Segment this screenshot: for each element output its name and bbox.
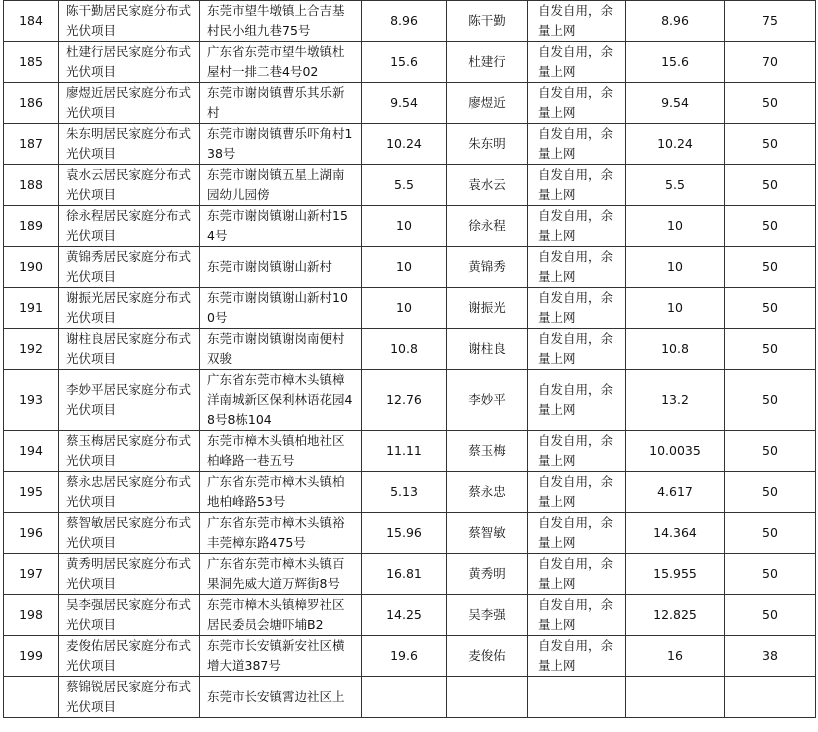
value-cell: 50 bbox=[725, 431, 816, 472]
project-address: 东莞市樟木头镇樟罗社区居民委员会塘吓埔B2 bbox=[200, 595, 362, 636]
project-name: 黄秀明居民家庭分布式光伏项目 bbox=[59, 554, 200, 595]
installed-capacity: 10.8 bbox=[362, 329, 447, 370]
grid-capacity: 16 bbox=[626, 636, 725, 677]
grid-capacity: 15.6 bbox=[626, 42, 725, 83]
grid-capacity: 9.54 bbox=[626, 83, 725, 124]
grid-capacity: 12.825 bbox=[626, 595, 725, 636]
project-name: 徐永程居民家庭分布式光伏项目 bbox=[59, 206, 200, 247]
installed-capacity: 16.81 bbox=[362, 554, 447, 595]
installed-capacity: 11.11 bbox=[362, 431, 447, 472]
value-cell: 50 bbox=[725, 595, 816, 636]
owner-name: 朱东明 bbox=[447, 124, 528, 165]
project-address: 广东省东莞市望牛墩镇杜屋村一排二巷4号02 bbox=[200, 42, 362, 83]
owner-name: 李妙平 bbox=[447, 370, 528, 431]
project-name: 谢柱良居民家庭分布式光伏项目 bbox=[59, 329, 200, 370]
table-row bbox=[4, 42, 816, 83]
grid-capacity: 10.8 bbox=[626, 329, 725, 370]
project-address: 东莞市长安镇霄边社区上 bbox=[200, 677, 362, 718]
grid-capacity: 10 bbox=[626, 247, 725, 288]
project-name: 蔡智敏居民家庭分布式光伏项目 bbox=[59, 513, 200, 554]
project-address: 东莞市谢岗镇曹乐其乐新村 bbox=[200, 83, 362, 124]
owner-name: 谢柱良 bbox=[447, 329, 528, 370]
value-cell: 50 bbox=[725, 247, 816, 288]
grid-capacity: 5.5 bbox=[626, 165, 725, 206]
table-row bbox=[4, 636, 816, 677]
project-address: 东莞市谢岗镇曹乐吓角村138号 bbox=[200, 124, 362, 165]
value-cell: 50 bbox=[725, 165, 816, 206]
owner-name bbox=[447, 677, 528, 718]
grid-capacity: 13.2 bbox=[626, 370, 725, 431]
value-cell: 50 bbox=[725, 370, 816, 431]
grid-mode: 自发自用，余量上网 bbox=[528, 165, 626, 206]
grid-capacity: 10.0035 bbox=[626, 431, 725, 472]
project-name: 廖煜近居民家庭分布式光伏项目 bbox=[59, 83, 200, 124]
row-number: 184 bbox=[4, 1, 59, 42]
grid-mode: 自发自用，余量上网 bbox=[528, 513, 626, 554]
table-row bbox=[4, 472, 816, 513]
table-row bbox=[4, 247, 816, 288]
project-address: 东莞市长安镇新安社区横增大道387号 bbox=[200, 636, 362, 677]
project-address: 东莞市谢岗镇谢岗南便村双骏 bbox=[200, 329, 362, 370]
owner-name: 麦俊佑 bbox=[447, 636, 528, 677]
value-cell: 50 bbox=[725, 124, 816, 165]
project-name: 黄锦秀居民家庭分布式光伏项目 bbox=[59, 247, 200, 288]
project-address: 广东省东莞市樟木头镇裕丰莞樟东路475号 bbox=[200, 513, 362, 554]
owner-name: 黄锦秀 bbox=[447, 247, 528, 288]
installed-capacity bbox=[362, 677, 447, 718]
project-address: 东莞市望牛墩镇上合吉基村民小组九巷75号 bbox=[200, 1, 362, 42]
grid-mode: 自发自用，余量上网 bbox=[528, 554, 626, 595]
row-number: 192 bbox=[4, 329, 59, 370]
grid-capacity: 8.96 bbox=[626, 1, 725, 42]
project-address: 东莞市樟木头镇柏地社区柏峰路一巷五号 bbox=[200, 431, 362, 472]
row-number: 198 bbox=[4, 595, 59, 636]
table-row bbox=[4, 595, 816, 636]
row-number: 199 bbox=[4, 636, 59, 677]
table-row bbox=[4, 83, 816, 124]
row-number: 189 bbox=[4, 206, 59, 247]
project-address: 东莞市谢岗镇谢山新村154号 bbox=[200, 206, 362, 247]
owner-name: 袁水云 bbox=[447, 165, 528, 206]
grid-mode: 自发自用，余量上网 bbox=[528, 431, 626, 472]
owner-name: 蔡玉梅 bbox=[447, 431, 528, 472]
project-name: 吴李强居民家庭分布式光伏项目 bbox=[59, 595, 200, 636]
grid-mode: 自发自用，余量上网 bbox=[528, 329, 626, 370]
installed-capacity: 14.25 bbox=[362, 595, 447, 636]
project-address: 广东省东莞市樟木头镇百果洞先威大道万辉街8号 bbox=[200, 554, 362, 595]
grid-capacity: 10.24 bbox=[626, 124, 725, 165]
grid-mode: 自发自用，余量上网 bbox=[528, 288, 626, 329]
row-number: 193 bbox=[4, 370, 59, 431]
value-cell bbox=[725, 677, 816, 718]
installed-capacity: 10 bbox=[362, 247, 447, 288]
grid-mode: 自发自用，余量上网 bbox=[528, 636, 626, 677]
project-name: 袁水云居民家庭分布式光伏项目 bbox=[59, 165, 200, 206]
grid-mode: 自发自用，余量上网 bbox=[528, 595, 626, 636]
installed-capacity: 12.76 bbox=[362, 370, 447, 431]
installed-capacity: 5.5 bbox=[362, 165, 447, 206]
grid-mode: 自发自用，余量上网 bbox=[528, 1, 626, 42]
installed-capacity: 10 bbox=[362, 206, 447, 247]
owner-name: 蔡永忠 bbox=[447, 472, 528, 513]
table-row bbox=[4, 288, 816, 329]
row-number: 195 bbox=[4, 472, 59, 513]
table-row bbox=[4, 677, 816, 718]
value-cell: 75 bbox=[725, 1, 816, 42]
installed-capacity: 15.96 bbox=[362, 513, 447, 554]
grid-mode: 自发自用，余量上网 bbox=[528, 370, 626, 431]
grid-capacity: 15.955 bbox=[626, 554, 725, 595]
project-address: 广东省东莞市樟木头镇柏地柏峰路53号 bbox=[200, 472, 362, 513]
value-cell: 50 bbox=[725, 206, 816, 247]
project-name: 蔡玉梅居民家庭分布式光伏项目 bbox=[59, 431, 200, 472]
project-name: 麦俊佑居民家庭分布式光伏项目 bbox=[59, 636, 200, 677]
table-row bbox=[4, 206, 816, 247]
project-address: 东莞市谢岗镇谢山新村 bbox=[200, 247, 362, 288]
table-row bbox=[4, 370, 816, 431]
value-cell: 50 bbox=[725, 329, 816, 370]
grid-capacity: 14.364 bbox=[626, 513, 725, 554]
table-row bbox=[4, 1, 816, 42]
row-number: 196 bbox=[4, 513, 59, 554]
grid-capacity bbox=[626, 677, 725, 718]
owner-name: 陈干勤 bbox=[447, 1, 528, 42]
grid-mode: 自发自用，余量上网 bbox=[528, 42, 626, 83]
value-cell: 70 bbox=[725, 42, 816, 83]
owner-name: 徐永程 bbox=[447, 206, 528, 247]
project-name: 李妙平居民家庭分布式光伏项目 bbox=[59, 370, 200, 431]
installed-capacity: 10.24 bbox=[362, 124, 447, 165]
value-cell: 50 bbox=[725, 83, 816, 124]
owner-name: 杜建行 bbox=[447, 42, 528, 83]
table-row bbox=[4, 165, 816, 206]
grid-mode: 自发自用，余量上网 bbox=[528, 83, 626, 124]
installed-capacity: 15.6 bbox=[362, 42, 447, 83]
project-address: 东莞市谢岗镇五星上湖南园幼儿园傍 bbox=[200, 165, 362, 206]
value-cell: 50 bbox=[725, 554, 816, 595]
row-number: 187 bbox=[4, 124, 59, 165]
row-number: 186 bbox=[4, 83, 59, 124]
table-row bbox=[4, 329, 816, 370]
owner-name: 黄秀明 bbox=[447, 554, 528, 595]
value-cell: 38 bbox=[725, 636, 816, 677]
table-row bbox=[4, 554, 816, 595]
row-number: 190 bbox=[4, 247, 59, 288]
owner-name: 吴李强 bbox=[447, 595, 528, 636]
row-number: 194 bbox=[4, 431, 59, 472]
table-row bbox=[4, 124, 816, 165]
grid-mode: 自发自用，余量上网 bbox=[528, 206, 626, 247]
value-cell: 50 bbox=[725, 472, 816, 513]
grid-mode: 自发自用，余量上网 bbox=[528, 124, 626, 165]
grid-mode: 自发自用，余量上网 bbox=[528, 247, 626, 288]
row-number: 197 bbox=[4, 554, 59, 595]
grid-mode: 自发自用，余量上网 bbox=[528, 472, 626, 513]
table-row bbox=[4, 513, 816, 554]
project-address: 东莞市谢岗镇谢山新村100号 bbox=[200, 288, 362, 329]
projects-table bbox=[3, 0, 816, 718]
grid-capacity: 4.617 bbox=[626, 472, 725, 513]
project-name: 谢振光居民家庭分布式光伏项目 bbox=[59, 288, 200, 329]
row-number bbox=[4, 677, 59, 718]
grid-mode bbox=[528, 677, 626, 718]
installed-capacity: 9.54 bbox=[362, 83, 447, 124]
project-name: 陈干勤居民家庭分布式光伏项目 bbox=[59, 1, 200, 42]
table-body bbox=[4, 1, 816, 718]
installed-capacity: 10 bbox=[362, 288, 447, 329]
project-name: 朱东明居民家庭分布式光伏项目 bbox=[59, 124, 200, 165]
installed-capacity: 5.13 bbox=[362, 472, 447, 513]
installed-capacity: 19.6 bbox=[362, 636, 447, 677]
table-row bbox=[4, 431, 816, 472]
row-number: 191 bbox=[4, 288, 59, 329]
project-name: 蔡锦锐居民家庭分布式光伏项目 bbox=[59, 677, 200, 718]
grid-capacity: 10 bbox=[626, 206, 725, 247]
owner-name: 谢振光 bbox=[447, 288, 528, 329]
row-number: 185 bbox=[4, 42, 59, 83]
owner-name: 蔡智敏 bbox=[447, 513, 528, 554]
project-address: 广东省东莞市樟木头镇樟洋南城新区保利林语花园48号8栋104 bbox=[200, 370, 362, 431]
installed-capacity: 8.96 bbox=[362, 1, 447, 42]
owner-name: 廖煜近 bbox=[447, 83, 528, 124]
row-number: 188 bbox=[4, 165, 59, 206]
value-cell: 50 bbox=[725, 288, 816, 329]
project-name: 杜建行居民家庭分布式光伏项目 bbox=[59, 42, 200, 83]
project-name: 蔡永忠居民家庭分布式光伏项目 bbox=[59, 472, 200, 513]
grid-capacity: 10 bbox=[626, 288, 725, 329]
value-cell: 50 bbox=[725, 513, 816, 554]
